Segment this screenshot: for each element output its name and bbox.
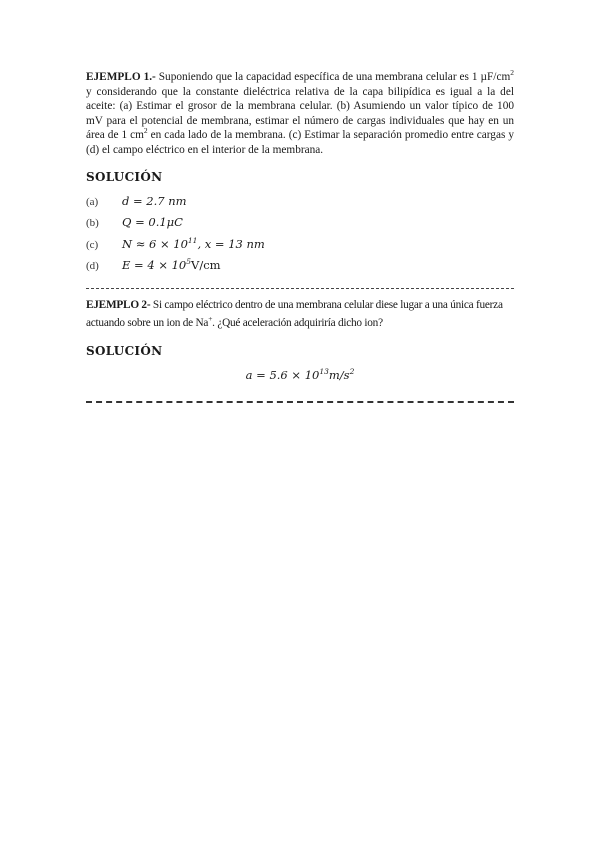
item-equation	[122, 237, 265, 251]
equation-exponent: 11	[187, 235, 198, 245]
example-1-text-b: y considerando que la constante dieléctrica relativa de la capa bilipídica es igual a la del aceite: (a) Estimar el grosor de la membrana celular. (b) Asumiendo un valor típico de 100 mV para el potencial de membrana, estimar el número de cargas individuales que hay en un área de 1 cm	[86, 85, 514, 142]
equation-exponent: 13	[319, 366, 329, 376]
solution-1-list	[86, 194, 514, 280]
example-1-sup-1: 2	[510, 68, 514, 78]
equation-tail: , x = 13 nm	[197, 236, 265, 251]
item-equation	[122, 258, 221, 272]
item-label: (c)	[86, 238, 99, 251]
solution-1-item-c	[86, 237, 514, 259]
equation-head: a = 5.6 × 10	[245, 367, 320, 382]
example-2-sup: +	[208, 313, 213, 323]
solution-1-item-b	[86, 215, 514, 237]
solution-2-equation	[86, 368, 514, 382]
document-page	[86, 70, 514, 410]
equation-units: m/s	[328, 367, 350, 382]
example-1-statement	[86, 70, 514, 158]
item-equation: d = 2.7 nm	[122, 193, 187, 208]
solution-1-item-a	[86, 194, 514, 216]
example-1-title: EJEMPLO 1.-	[86, 71, 156, 83]
equation-tail: V/cm	[191, 258, 221, 273]
example-1-text-c: en cada lado de la membrana. (c) Estimar la separación promedio entre cargas y (d) el campo eléctrico en el interior de la membrana.	[86, 129, 514, 156]
item-equation: Q = 0.1μC	[122, 215, 183, 230]
equation-exponent: 5	[186, 257, 192, 267]
section-divider	[86, 288, 514, 289]
item-label: (a)	[86, 195, 99, 208]
example-2-statement	[86, 296, 514, 332]
section-divider-end	[86, 401, 514, 403]
item-label: (d)	[86, 260, 99, 273]
equation-units-exponent: 2	[349, 366, 355, 376]
equation-head: E = 4 × 10	[122, 258, 187, 273]
example-2-text-a: Si campo eléctrico dentro de una membrana celular diese lugar a una única fuerza actuando sobre un ion de Na	[86, 298, 503, 329]
example-1-text-a: Suponiendo que la capacidad específica de una membrana celular es 1 µF/cm	[155, 71, 511, 83]
solution-2-heading: SOLUCIÓN	[86, 343, 163, 358]
equation-head: N ≈ 6 × 10	[122, 236, 188, 251]
example-1-sup-2: 2	[143, 126, 148, 136]
solution-1-heading: SOLUCIÓN	[86, 169, 163, 184]
item-label: (b)	[86, 217, 99, 230]
solution-1-item-d	[86, 258, 514, 280]
example-2-text-b: . ¿Qué aceleración adquiriría dicho ion?	[212, 316, 383, 329]
example-2-title: EJEMPLO 2-	[86, 298, 151, 311]
